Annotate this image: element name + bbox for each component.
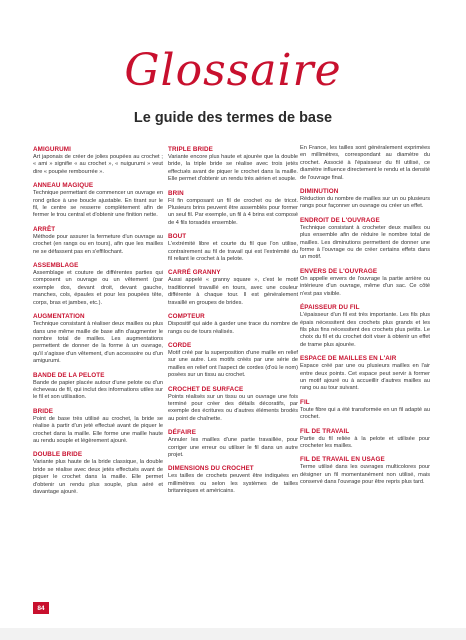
glossary-entry (300, 267, 430, 298)
glossary-definition: Partie du fil reliée à la pelote et utilisée pour crocheter les mailles. (300, 435, 430, 449)
glossary-definition: En France, les tailles sont généralement exprimées en millimètres, correspondant au diamètre du crochet. Associé à l'épaisseur du fil utilisé, ce diamètre influence directement le rendu et la densité de l'ouvrage final. (300, 145, 430, 181)
glossary-entry (168, 189, 298, 228)
glossary-term: ASSEMBLAGE (33, 262, 79, 270)
glossary-entry (300, 187, 430, 211)
glossary-entry (300, 427, 430, 451)
glossary-entry (300, 398, 430, 422)
glossary-term: CARRÉ GRANNY (168, 269, 221, 277)
glossary-entry (168, 145, 298, 184)
glossary-term: TRIPLE BRIDE (168, 146, 213, 153)
glossary-entry (168, 385, 298, 424)
page-number: 84 (33, 602, 49, 614)
glossary-term: DIMINUTION (300, 188, 339, 196)
glossary-definition: L'épaisseur d'un fil est très importante. Les fils plus épais nécessitent des crochets plus grands et les fils plus fins nécessitent des crochets plus petits. Le choix du fil et du crochet doit viser à obtenir un effet de trame plus ajourée. (300, 312, 430, 348)
glossary-term: FIL DE TRAVAIL EN USAGE (300, 456, 385, 464)
glossary-term: DOUBLE BRIDE (33, 451, 83, 459)
glossary-definition: Art japonais de créer de jolies poupées au crochet ; « ami » signifie « au crochet », « nuigurumi » veut dire « poupée rembourrée ». (33, 154, 163, 175)
glossary-term: BANDE DE LA PELOTE (33, 371, 105, 379)
glossary-entry (300, 145, 430, 182)
glossary-entry (33, 225, 163, 256)
glossary-term: DIMENSIONS DU CROCHET (168, 465, 254, 473)
glossary-definition: L'extrémité libre et courte du fil que l'on utilise, contrairement au fil de travail qui est l'extrémité du fil reliant le crochet à la pelote. (168, 241, 298, 263)
glossary-term: AUGMENTATION (33, 313, 85, 321)
glossary-entry (300, 303, 430, 349)
glossary-definition: Technique consistant à réaliser deux mailles ou plus dans une même maille de base afin d'augmenter le nombre total de mailles. Les augmentations permettent de donner de la forme à un ouvrage, qu'il s'agisse d'un vêtement, d'un accessoire ou d'un amigurumi. (33, 321, 163, 365)
glossary-entry (33, 312, 163, 365)
glossary-definition: Terme utilisé dans les ouvrages multicolores pour désigner un fil momentanément non utilisé, mais conservé dans l'ouvrage pour être repris plus tard. (300, 464, 430, 486)
glossary-entry (33, 261, 163, 307)
glossary-term: DÉFAIRE (168, 429, 196, 437)
glossary-term: ÉPAISSEUR DU FIL (300, 304, 360, 312)
glossary-term: ARRÊT (33, 225, 56, 233)
glossary-definition: Technique permettant de commencer un ouvrage en rond grâce à une boucle ajustable. En tirant sur le fil, le centre se resserre complètement afin de fermer le trou central et d'obtenir une finition nette. (33, 190, 163, 219)
page-footer-strip (0, 628, 466, 640)
glossary-term: BRIN (168, 189, 184, 197)
glossary-definition: Variante encore plus haute et ajourée que la double bride, la triple bride se réalise avec trois jetés effectués avant de piquer le crochet dans la maille. Elle permet d'obtenir un rendu très aérien et souple. (168, 154, 298, 183)
glossary-definition: Dispositif qui aide à garder une trace du nombre de rangs ou de tours réalisés. (168, 321, 298, 335)
glossary-entry (168, 428, 298, 459)
glossary-definition: Fil fin composant un fil de crochet ou de tricot. Plusieurs brins peuvent être assemblés pour former un seul fil. Par exemple, un fil à 4 brins est composé de 4 fils torsadés ensemble. (168, 197, 298, 226)
glossary-definition: Technique consistant à crocheter deux mailles ou plus ensemble afin de réduire le nombre total de mailles. Les diminutions permettent de donner une forme à l'ouvrage ou de créer certains effets dans un motif. (300, 224, 430, 261)
glossary-term: CORDE (168, 341, 192, 349)
glossary-definition: Réduction du nombre de mailles sur un ou plusieurs rangs pour façonner un ouvrage ou créer un effet. (300, 196, 430, 210)
glossary-definition: Les tailles de crochets peuvent être indiquées en millimètres ou selon les systèmes de tailles britanniques et américains. (168, 473, 298, 495)
glossary-term: ESPACE DE MAILLES EN L'AIR (300, 355, 397, 363)
glossary-definition: Annuler les mailles d'une partie travaillée, pour corriger une erreur ou utiliser le fil dans un autre projet. (168, 437, 298, 458)
glossary-definition: Toute fibre qui a été transformée en un fil adapté au crochet. (300, 406, 430, 421)
glossary-entry (33, 181, 163, 220)
glossary-entry (300, 455, 430, 486)
glossary-term: CROCHET DE SURFACE (168, 385, 244, 393)
glossary-definition: Point de base très utilisé au crochet, la bride se réalise à partir d'un jeté effectué avant de piquer le crochet dans la maille. Elle forme une maille haute au rendu souple et légèrement ajouré. (33, 415, 163, 444)
glossary-term: COMPTEUR (168, 313, 205, 321)
glossary-entry (33, 145, 163, 176)
glossary-definition: On appelle envers de l'ouvrage la partie arrière ou intérieure d'un ouvrage, même d'un sac. Ce côté n'est pas visible. (300, 275, 430, 297)
glossary-definition: Assemblage et couture de différentes parties qui composent un ouvrage ou un vêtement (par exemple dos, devant droit, devant gauche, manches, cols, épaules et pour les poupées tête, corps, bras et jambes, etc.). (33, 270, 163, 306)
glossary-term: BOUT (168, 233, 187, 241)
glossary-entry (168, 464, 298, 495)
glossary-definition: Points réalisés sur un tissu ou un ouvrage une fois terminé pour créer des détails décoratifs, par exemple des écritures ou d'autres éléments brodés au point de chaînette. (168, 393, 298, 422)
glossary-subtitle: Le guide des termes de base (133, 110, 333, 126)
glossary-entry (300, 354, 430, 393)
glossary-entry (168, 268, 298, 307)
glossary-definition: Aussi appelé « granny square », c'est le motif traditionnel travaillé en tours, avec une couleur différente à chaque tour. Il est généralement travaillé en groupes de brides. (168, 277, 298, 306)
glossary-definition: Espace créé par une ou plusieurs mailles en l'air entre deux points. Cet espace peut servir à former un motif ajouré ou à accueillir d'autres mailles au rang ou au tour suivant. (300, 363, 430, 392)
glossary-definition: Variante plus haute de la bride classique, la double bride se réalise avec deux jetés effectués avant de piquer le crochet dans la maille. Elle permet d'obtenir un rendu plus souple, plus aéré et davantage ajouré. (33, 459, 163, 495)
glossary-term: FIL (300, 398, 310, 406)
glossary-term: ANNEAU MAGIQUE (33, 182, 94, 190)
glossary-title: Glossaire (124, 45, 342, 96)
glossary-term: BRIDE (33, 407, 54, 415)
glossary-term: AMIGURUMI (33, 146, 71, 153)
glossary-entry (33, 371, 163, 402)
glossary-term: ENVERS DE L'OUVRAGE (300, 267, 378, 275)
glossary-entry (33, 407, 163, 446)
glossary-column-3 (300, 145, 430, 492)
glossary-entry (33, 450, 163, 496)
glossary-definition: Motif créé par la superposition d'une maille en relief sur une autre. Les motifs créés par une série de mailles en relief ont l'aspect de cordes (d'où le nom) posées sur un tissu au crochet. (168, 349, 298, 379)
glossary-entry (168, 312, 298, 336)
glossary-entry (168, 341, 298, 380)
glossary-entry (300, 216, 430, 262)
glossary-definition: Bande de papier placée autour d'une pelote ou d'un écheveau de fil, qui inclut des informations utiles sur le fil et son utilisation. (33, 379, 163, 401)
glossary-term: ENDROIT DE L'OUVRAGE (300, 216, 380, 224)
glossary-column-1 (33, 145, 163, 501)
glossary-entry (168, 232, 298, 263)
glossary-column-2 (168, 145, 298, 501)
glossary-definition: Méthode pour assurer la fermeture d'un ouvrage au crochet (en rangs ou en tours), afin que les mailles ne se défassent pas en s'effilochant. (33, 233, 163, 255)
glossary-term: FIL DE TRAVAIL (300, 427, 350, 435)
